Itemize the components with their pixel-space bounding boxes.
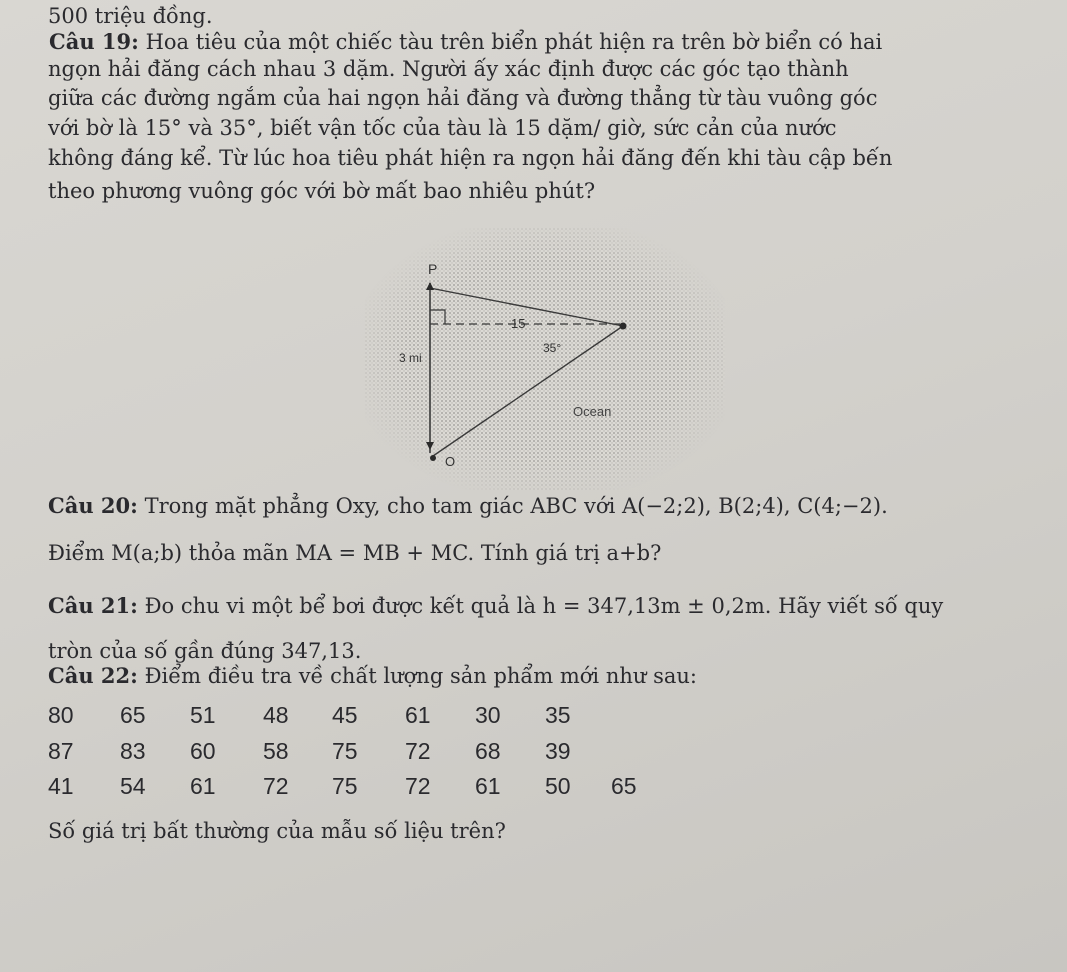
label-o: O bbox=[445, 454, 456, 469]
data-value: 61 bbox=[190, 773, 216, 799]
label-3mi: 3 mi bbox=[399, 351, 422, 365]
question-21-label: Câu 21: bbox=[48, 593, 138, 618]
data-value: 60 bbox=[190, 738, 216, 764]
question-22-line-1 bbox=[48, 663, 697, 689]
question-21-text-1: Đo chu vi một bể bơi được kết quả là h = 347,13m ± 0,2m. Hãy viết số quy bbox=[137, 594, 944, 618]
data-value: 68 bbox=[475, 738, 501, 764]
data-value: 61 bbox=[475, 773, 501, 799]
data-value: 65 bbox=[611, 773, 637, 799]
lighthouse-diagram bbox=[365, 228, 725, 490]
ship-point bbox=[620, 323, 627, 330]
question-19-line-1 bbox=[49, 29, 882, 55]
question-20-text-1: Trong mặt phẳng Oxy, cho tam giác ABC với A(−2;2), B(2;4), C(4;−2). bbox=[137, 494, 888, 518]
question-19-line-4: với bờ là 15° và 35°, biết vận tốc của tàu là 15 dặm/ giờ, sức cản của nước bbox=[48, 116, 837, 140]
data-value: 54 bbox=[120, 773, 146, 799]
question-19-line-6: theo phương vuông góc với bờ mất bao nhiêu phút? bbox=[48, 179, 596, 203]
question-22-text-1: Điểm điều tra về chất lượng sản phẩm mới như sau: bbox=[137, 664, 697, 688]
data-value: 50 bbox=[545, 773, 571, 799]
question-19-label: Câu 19: bbox=[49, 29, 139, 54]
label-p: P bbox=[428, 261, 438, 277]
question-19-text-1: Hoa tiêu của một chiếc tàu trên biển phát hiện ra trên bờ biển có hai bbox=[138, 30, 883, 54]
data-row-2 bbox=[48, 738, 571, 764]
data-value: 72 bbox=[263, 773, 289, 799]
data-row-1 bbox=[48, 702, 571, 728]
question-22-last-line: Số giá trị bất thường của mẫu số liệu trên? bbox=[48, 819, 506, 843]
label-35: 35° bbox=[543, 341, 562, 355]
data-value: 87 bbox=[48, 738, 74, 764]
question-21-line-2: tròn của số gần đúng 347,13. bbox=[48, 639, 362, 663]
data-value: 72 bbox=[405, 773, 431, 799]
question-20-label: Câu 20: bbox=[48, 493, 138, 518]
question-20-line-2: Điểm M(a;b) thỏa mãn MA = MB + MC. Tính giá trị a+b? bbox=[48, 541, 662, 565]
question-19-line-2: ngọn hải đăng cách nhau 3 dặm. Người ấy xác định được các góc tạo thành bbox=[48, 57, 849, 81]
data-value: 30 bbox=[475, 702, 501, 728]
data-value: 72 bbox=[405, 738, 431, 764]
label-15: 15 bbox=[511, 316, 526, 331]
data-value: 51 bbox=[190, 702, 216, 728]
data-value: 41 bbox=[48, 773, 74, 799]
data-value: 65 bbox=[120, 702, 146, 728]
question-19-line-5: không đáng kể. Từ lúc hoa tiêu phát hiện ra ngọn hải đăng đến khi tàu cập bến bbox=[48, 146, 893, 170]
data-value: 83 bbox=[120, 738, 146, 764]
question-21-line-1 bbox=[48, 593, 943, 619]
data-value: 48 bbox=[263, 702, 289, 728]
point-o bbox=[430, 455, 436, 461]
data-value: 35 bbox=[545, 702, 571, 728]
question-22-label: Câu 22: bbox=[48, 663, 138, 688]
data-value: 45 bbox=[332, 702, 358, 728]
data-row-3 bbox=[48, 773, 637, 799]
data-value: 39 bbox=[545, 738, 571, 764]
data-value: 75 bbox=[332, 773, 358, 799]
question-19-line-3: giữa các đường ngắm của hai ngọn hải đăng và đường thẳng từ tàu vuông góc bbox=[48, 86, 878, 110]
data-value: 75 bbox=[332, 738, 358, 764]
data-value: 58 bbox=[263, 738, 289, 764]
data-value: 61 bbox=[405, 702, 431, 728]
previous-answer-line: 500 triệu đồng. bbox=[48, 4, 213, 28]
label-ocean: Ocean bbox=[573, 404, 612, 419]
question-20-line-1 bbox=[48, 493, 888, 519]
data-value: 80 bbox=[48, 702, 74, 728]
